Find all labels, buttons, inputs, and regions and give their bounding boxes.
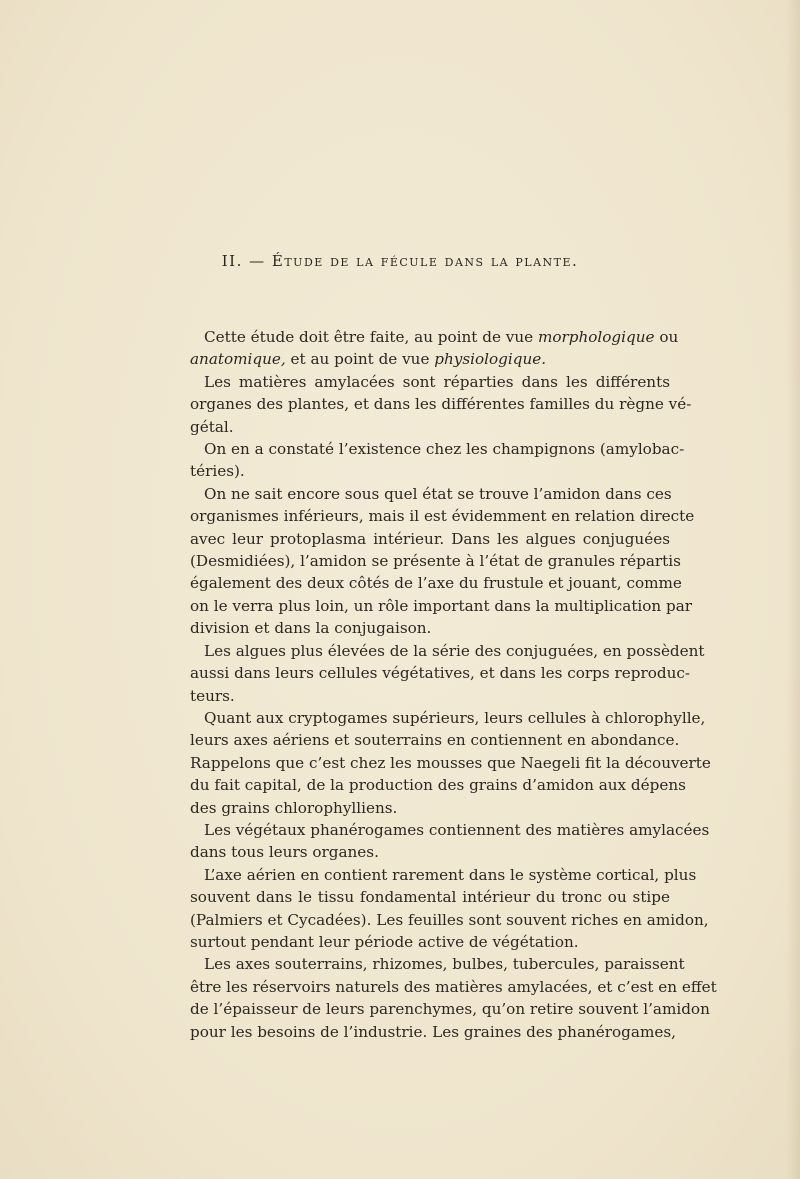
text-line <box>190 505 695 527</box>
italic-term: anatomique, <box>190 350 286 369</box>
text-run: Quant aux cryptogames supérieurs, leurs cellules à chlorophylle, <box>204 708 706 727</box>
text-run: surtout pendant leur période active de végétation. <box>190 932 579 951</box>
section-title: Étude de la fécule dans la plante. <box>271 252 579 270</box>
text-line <box>190 617 670 639</box>
text-line <box>190 774 686 796</box>
text-run: leurs axes aériens et souterrains en contiennent en abondance. <box>190 731 680 750</box>
text-run: pour les besoins de l’industrie. Les graines des phanérogames, <box>190 1022 676 1041</box>
text-line <box>190 662 691 684</box>
text-line <box>190 550 681 572</box>
text-run: ou <box>654 328 679 346</box>
text-line <box>190 909 709 931</box>
text-line <box>190 326 679 348</box>
text-line <box>190 864 697 886</box>
text-run: (Desmidiées), l’amidon se présente à l’état de granules répartis <box>190 552 681 571</box>
text-line <box>190 572 682 594</box>
text-run: Les algues plus élevées de la série des conjuguées, en possèdent <box>204 641 705 660</box>
text-run: Cette étude doit être faite, au point de vue <box>204 328 538 346</box>
text-line <box>190 348 670 370</box>
text-run: teurs. <box>190 686 235 705</box>
text-line <box>190 460 670 482</box>
text-run: téries). <box>190 462 245 481</box>
section-heading <box>0 252 800 270</box>
text-line <box>190 707 706 729</box>
italic-term: physiologique. <box>434 350 547 369</box>
text-line <box>190 998 710 1020</box>
text-run: également des deux côtés de l’axe du frustule et jouant, comme <box>190 574 682 593</box>
text-line <box>190 886 670 908</box>
text-run: Rappelons que c’est chez les mousses que Naegeli fit la découverte <box>190 753 711 772</box>
text-line <box>190 371 670 393</box>
text-line <box>190 640 705 662</box>
text-run: organismes inférieurs, mais il est évidemment en relation directe <box>190 507 695 526</box>
text-line <box>190 528 670 550</box>
text-line <box>190 931 670 953</box>
text-line <box>190 685 670 707</box>
text-run: souvent dans le tissu fondamental intérieur du tronc ou stipe <box>190 888 670 907</box>
text-run: de l’épaisseur de leurs parenchymes, qu’on retire souvent l’amidon <box>190 1000 710 1019</box>
text-run: des grains chlorophylliens. <box>190 798 398 817</box>
text-run: division et dans la conjugaison. <box>190 619 432 638</box>
text-run: aussi dans leurs cellules végétatives, et dans les corps reproduc- <box>190 664 691 683</box>
text-line <box>190 438 685 460</box>
text-line <box>190 797 670 819</box>
body-text <box>190 326 717 1043</box>
text-run: organes des plantes, et dans les différentes familles du règne vé- <box>190 395 692 414</box>
text-line <box>190 1021 676 1043</box>
text-run: être les réservoirs naturels des matières amylacées, et c’est en effet <box>190 977 717 996</box>
text-run: Les axes souterrains, rhizomes, bulbes, tubercules, paraissent <box>204 955 685 974</box>
text-run: (Palmiers et Cycadées). Les feuilles sont souvent riches en amidon, <box>190 910 709 929</box>
text-line <box>190 819 710 841</box>
text-line <box>190 483 670 505</box>
text-line <box>190 595 693 617</box>
text-run: avec leur protoplasma intérieur. Dans les algues conjuguées <box>190 529 670 548</box>
text-line <box>190 841 670 863</box>
text-run: L’axe aérien en contient rarement dans le système cortical, plus <box>204 865 697 884</box>
text-line <box>190 393 692 415</box>
text-line <box>190 976 717 998</box>
text-run: et au point de vue <box>285 350 435 369</box>
text-line <box>190 752 711 774</box>
text-run: on le verra plus loin, un rôle important dans la multiplication par <box>190 596 693 615</box>
text-line <box>190 953 685 975</box>
text-run: On en a constaté l’existence chez les champignons (amylobac- <box>204 440 685 459</box>
italic-term: morphologique <box>537 328 655 346</box>
text-run: dans tous leurs organes. <box>190 843 379 862</box>
section-number: II. — <box>221 252 266 270</box>
text-run: On ne sait encore sous quel état se trouve l’amidon dans ces <box>204 484 672 503</box>
text-run: Les matières amylacées sont réparties dans les différents <box>204 372 670 391</box>
text-line <box>190 729 680 751</box>
text-line <box>190 416 670 438</box>
text-run: Les végétaux phanérogames contiennent des matières amylacées <box>204 820 710 839</box>
page-edge-shadow <box>786 0 800 1179</box>
text-run: gétal. <box>190 417 234 436</box>
text-run: du fait capital, de la production des grains d’amidon aux dépens <box>190 776 686 795</box>
